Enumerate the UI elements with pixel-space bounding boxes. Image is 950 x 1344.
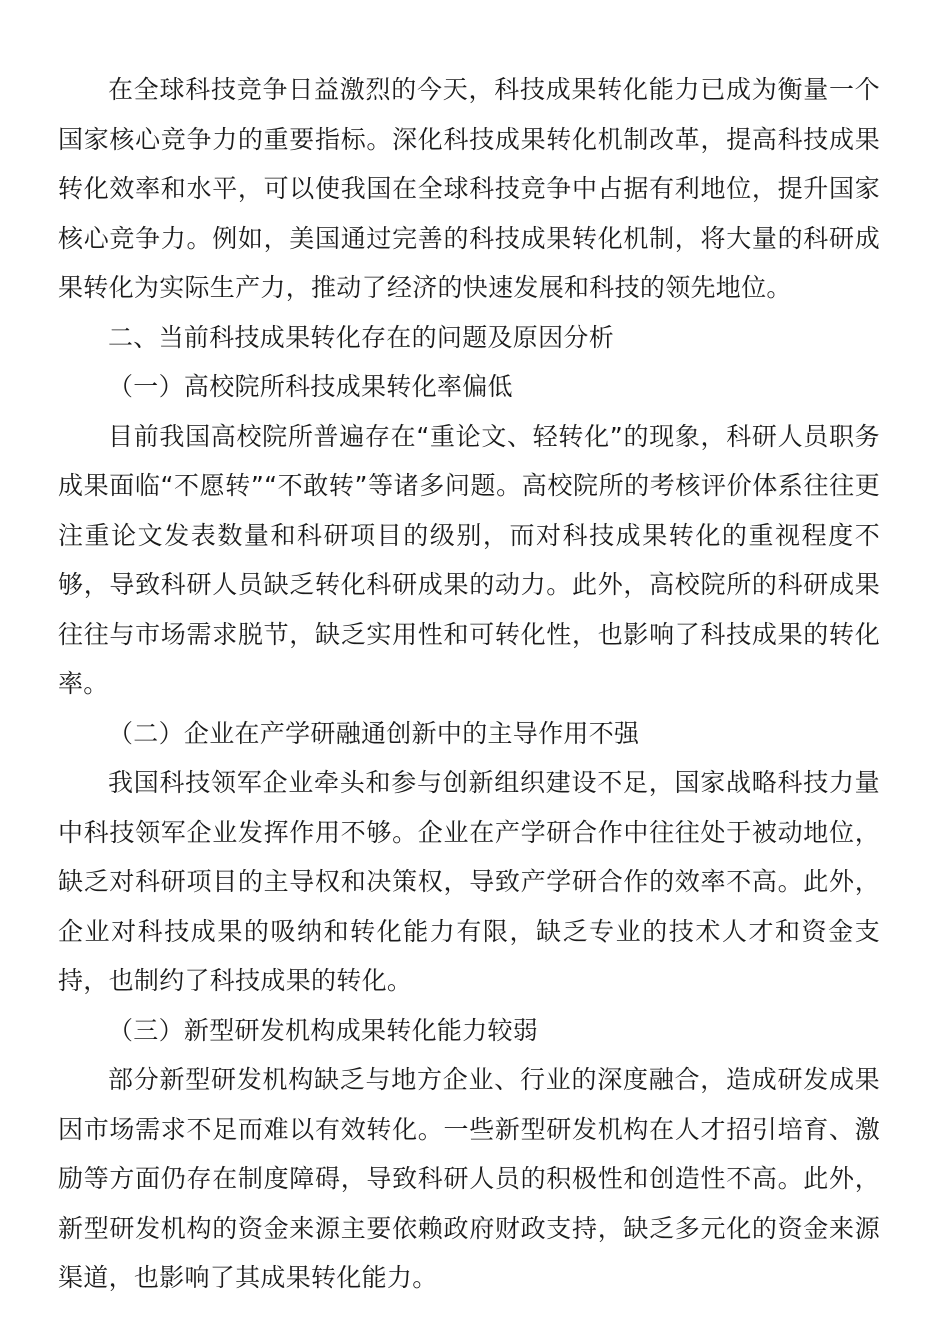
subheading-universities: （一）高校院所科技成果转化率偏低: [108, 372, 513, 401]
subheading-enterprises: （二）企业在产学研融通创新中的主导作用不强: [108, 718, 640, 748]
paragraph-new-rd-institutions: 部分新型研发机构缺乏与地方企业、行业的深度融合，造成研发成果因市场需求不足而难以有效转化。一些新型研发机构在人才招引培育、激励等方面仍存在制度障碍，导致科研人员的积极性和创造性不高。此外，新型研发机构的资金来源主要依赖政府财政支持，缺乏多元化的资金来源渠道，也影响了其成果转化能力。: [58, 1065, 880, 1292]
paragraph-enterprises: 我国科技领军企业牵头和参与创新组织建设不足，国家战略科技力量中科技领军企业发挥作用不够。企业在产学研合作中往往处于被动地位，缺乏对科研项目的主导权和决策权，导致产学研合作的效率不高。此外，企业对科技成果的吸纳和转化能力有限，缺乏专业的技术人才和资金支持，也制约了科技成果的转化。: [58, 768, 880, 995]
section-heading-problems: 二、当前科技成果转化存在的问题及原因分析: [108, 322, 615, 352]
paragraph-universities: 目前我国高校院所普遍存在“重论文、轻转化”的现象，科研人员职务成果面临“不愿转”“不敢转”等诸多问题。高校院所的考核评价体系往往更注重论文发表数量和科研项目的级别，而对科技成果转化的重视程度不够，导致科研人员缺乏转化科研成果的动力。此外，高校院所的科研成果往往与市场需求脱节，缺乏实用性和可转化性，也影响了科技成果的转化率。: [58, 421, 880, 698]
paragraph-intro-competitiveness: 在全球科技竞争日益激烈的今天，科技成果转化能力已成为衡量一个国家核心竞争力的重要指标。深化科技成果转化机制改革，提高科技成果转化效率和水平，可以使我国在全球科技竞争中占据有利地位，提升国家核心竞争力。例如，美国通过完善的科技成果转化机制，将大量的科研成果转化为实际生产力，推动了经济的快速发展和科技的领先地位。: [58, 75, 880, 302]
subheading-new-rd-institutions: （三）新型研发机构成果转化能力较弱: [108, 1015, 539, 1045]
document-page: [58, 65, 880, 1303]
